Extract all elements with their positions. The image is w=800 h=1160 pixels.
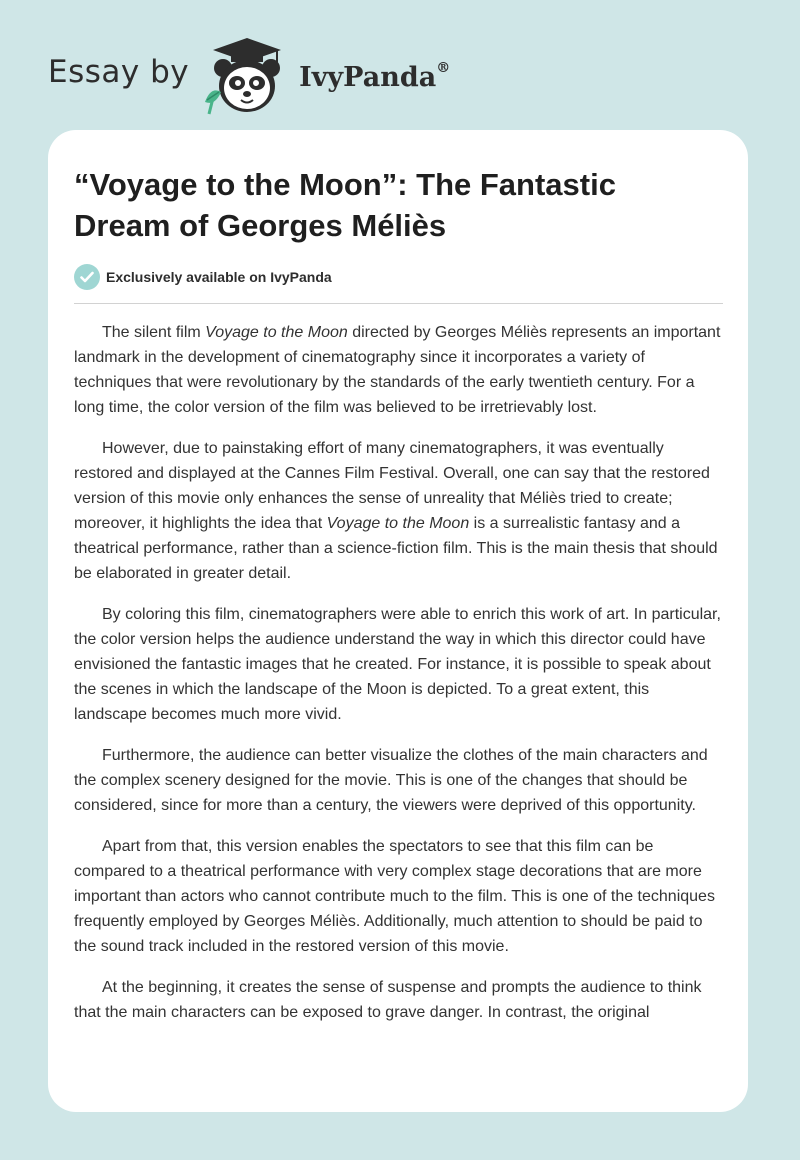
brand-header	[48, 36, 450, 116]
essay-by-label: Essay by	[48, 54, 190, 90]
paragraph: By coloring this film, cinematographers were able to enrich this work of art. In particular, the color version helps the audience understand the way in which this director could have envisioned the fantastic images that he created. For instance, it is possible to speak about the scenes in which the landscape of the Moon is depicted. To a great extent, this landscape becomes much more vivid.	[74, 606, 721, 723]
essay-card	[48, 130, 748, 1112]
divider	[74, 303, 723, 304]
paragraph: However, due to painstaking effort of many cinematographers, it was eventually restored and displayed at the Cannes Film Festival. Overall, one can say that the restored version of this movie only enhances the sense of unreality that Méliès tried to create; moreover, it highlights the idea that Voyage to the Moon is a surrealistic fantasy and a theatrical performance, rather than a science-fiction film. This is the main thesis that should be elaborated in greater detail.	[74, 440, 718, 582]
paragraph: Apart from that, this version enables the spectators to see that this film can be compared to a theatrical performance with very complex stage decorations that are more important than actors who cannot contribute much to the film. This is one of the techniques frequently employed by Georges Méliès. Additionally, much attention to should be paid to the sound track included in the restored version of this movie.	[74, 838, 715, 955]
film-title: Voyage to the Moon	[205, 324, 348, 341]
paragraph: The silent film Voyage to the Moon directed by Georges Méliès represents an important landmark in the development of cinematography since it incorporates a variety of techniques that were revolutionary by the standards of the early twentieth century. For a long time, the color version of the film was believed to be irretrievably lost.	[74, 324, 721, 416]
brand-name: IvyPanda®	[299, 59, 451, 93]
paragraph: Furthermore, the audience can better visualize the clothes of the main characters and the complex scenery designed for the movie. This is one of the changes that should be considered, since for more than a century, the viewers were deprived of this opportunity.	[74, 747, 708, 814]
essay-body	[74, 320, 726, 1041]
paragraph: At the beginning, it creates the sense of suspense and prompts the audience to think that the main characters can be exposed to grave danger. In contrast, the original	[74, 979, 702, 1021]
page-title: “Voyage to the Moon”: The Fantastic Dream of Georges Méliès	[74, 167, 616, 243]
film-title: Voyage to the Moon	[326, 515, 470, 532]
exclusive-badge	[74, 264, 332, 290]
exclusive-label: Exclusively available on IvyPanda	[106, 269, 332, 285]
check-icon	[74, 264, 100, 290]
registered-mark: ®	[436, 59, 451, 76]
panda-graduate-icon	[201, 36, 293, 116]
